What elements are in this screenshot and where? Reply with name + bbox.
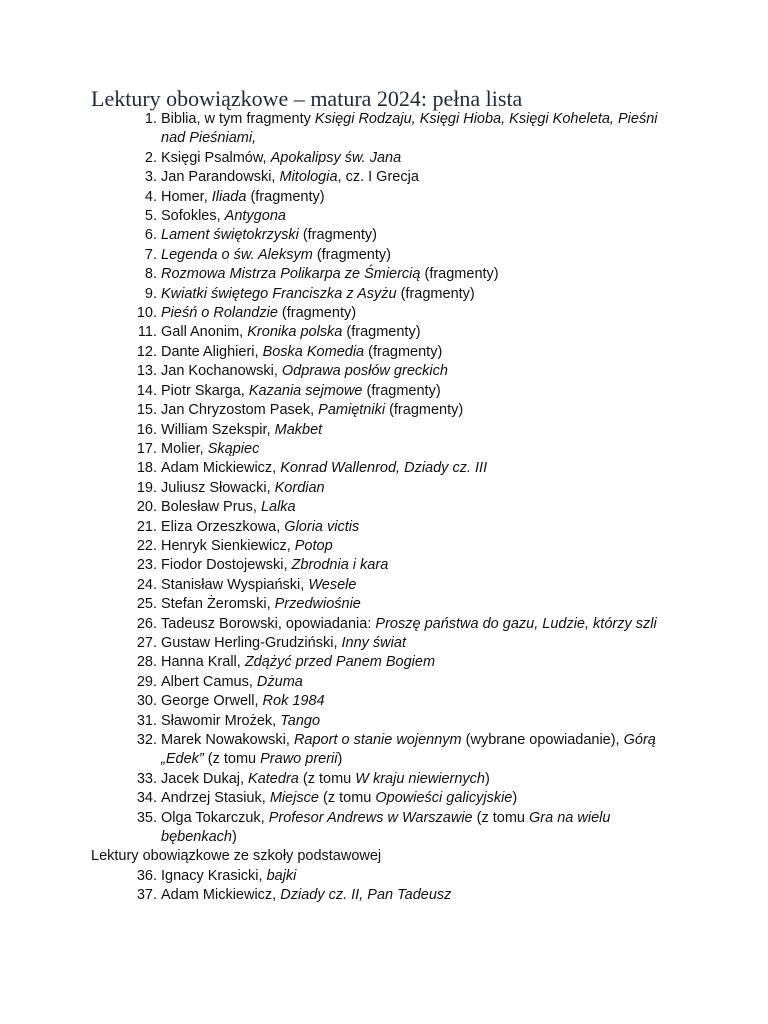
- list-item: [0, 285, 768, 304]
- list-item: [0, 595, 768, 614]
- list-item: [0, 168, 768, 187]
- list-item-number: 36.: [136, 867, 157, 884]
- work-title: W kraju niewiernych: [355, 770, 485, 787]
- work-title: Dziady cz. II, Pan Tadeusz: [280, 887, 452, 904]
- list-item: [0, 556, 768, 575]
- work-title: Inny świat: [341, 634, 406, 651]
- list-item-number: 32.: [136, 732, 157, 748]
- list-item: [0, 770, 768, 789]
- list-item-number: 4.: [144, 188, 157, 205]
- list-item: [0, 789, 768, 808]
- list-item: [0, 343, 768, 362]
- list-item: [0, 188, 768, 207]
- work-title: Prawo prerii: [260, 751, 338, 768]
- list-item: [0, 886, 768, 905]
- list-item-number: 15.: [136, 402, 157, 419]
- list-item-text-part: ): [231, 829, 237, 846]
- list-item-text-part: Andrzej Stasiuk,: [161, 790, 270, 807]
- list-item-number: 29.: [136, 673, 157, 690]
- list-item-text-part: Stefan Żeromski,: [161, 596, 275, 613]
- list-item-number: 25.: [136, 596, 157, 613]
- list-item-number: 11.: [137, 324, 157, 341]
- list-item-text-part: Adam Mickiewicz,: [161, 887, 281, 904]
- list-item-text-part: (z tomu: [318, 790, 376, 807]
- list-item-number: 20.: [136, 499, 157, 516]
- list-item-text-part: Molier,: [161, 440, 208, 457]
- list-item: [0, 712, 768, 731]
- list-item-number: 37.: [136, 887, 157, 904]
- list-item-text: [161, 770, 661, 789]
- list-item-number: 22.: [136, 537, 157, 554]
- list-item-number: 2.: [144, 149, 157, 166]
- list-item-text: [161, 304, 661, 323]
- list-item-text: [161, 207, 661, 226]
- work-title: Kazania sejmowe: [248, 382, 363, 399]
- list-item: [0, 401, 768, 420]
- work-title: Skąpiec: [207, 440, 260, 457]
- list-item-number: 28.: [136, 654, 157, 671]
- list-item-text: [161, 712, 661, 731]
- work-title: Proszę państwa do gazu, Ludzie, którzy szli: [375, 615, 657, 632]
- list-item-text: [161, 362, 661, 381]
- work-title: Księgi Rodzaju, Księgi Hioba, Księgi Koheleta, Pieśni nad Pieśniami,: [161, 111, 658, 147]
- list-item-number: 35.: [136, 809, 157, 826]
- list-item-number: 31.: [136, 712, 157, 729]
- list-item-text-part: (fragmenty): [277, 305, 357, 322]
- list-item-text: [161, 226, 661, 245]
- list-item-text-part: Dante Alighieri,: [161, 343, 263, 360]
- list-item-text-part: Fiodor Dostojewski,: [161, 557, 292, 574]
- work-title: Opowieści galicyjskie: [375, 790, 513, 807]
- work-title: Pamiętniki: [318, 402, 386, 419]
- list-item-text: [161, 595, 661, 614]
- work-title: Apokalipsy św. Jana: [270, 149, 402, 166]
- work-title: Pieśń o Rolandzie: [161, 305, 278, 322]
- list-item-text-part: (fragmenty): [342, 324, 421, 341]
- list-item-text-part: (fragmenty): [385, 402, 464, 419]
- work-title: Makbet: [274, 421, 323, 438]
- list-item-text-part: (fragmenty): [298, 227, 377, 244]
- list-item-text: [161, 323, 661, 342]
- work-title: Antygona: [224, 208, 286, 225]
- work-title: Rok 1984: [262, 693, 325, 710]
- list-item: [0, 479, 768, 498]
- list-item: [0, 498, 768, 517]
- list-item-text-part: Sofokles,: [161, 208, 225, 225]
- list-item-text-part: Homer,: [161, 188, 212, 205]
- list-item: [0, 867, 768, 886]
- list-item-number: 30.: [136, 693, 157, 710]
- list-item: [0, 226, 768, 245]
- list-item: [0, 809, 768, 848]
- list-item-number: 19.: [136, 479, 157, 496]
- list-item-text: [161, 673, 661, 692]
- list-item-text-part: Marek Nowakowski,: [161, 732, 294, 748]
- list-item: [0, 421, 768, 440]
- list-item-text-part: Olga Tokarczuk,: [161, 809, 269, 826]
- list-item: [0, 731, 768, 770]
- list-item-text: [161, 246, 661, 265]
- list-item-text-part: , cz. I Grecja: [337, 169, 419, 186]
- list-item-text: [161, 421, 661, 440]
- list-item-number: 7.: [144, 246, 157, 263]
- work-title: Katedra: [248, 770, 299, 787]
- work-title: bajki: [266, 867, 297, 884]
- list-item-text: [161, 867, 661, 886]
- list-item: [0, 362, 768, 381]
- list-item-text: [161, 789, 661, 808]
- work-title: Iliada: [211, 188, 247, 205]
- list-item-text: [161, 168, 661, 187]
- list-item: [0, 518, 768, 537]
- list-item-text-part: Henryk Sienkiewicz,: [161, 537, 295, 554]
- work-title: Raport o stanie wojennym: [293, 732, 462, 748]
- list-item-text-part: Juliusz Słowacki,: [161, 479, 275, 496]
- list-item-text-part: ): [337, 751, 343, 768]
- list-item-text-part: Tadeusz Borowski, opowiadania:: [161, 615, 376, 632]
- list-item-number: 34.: [136, 790, 157, 807]
- list-item-text-part: ): [512, 790, 518, 807]
- list-item-text-part: (z tomu: [298, 770, 356, 787]
- list-item-text: [161, 537, 661, 556]
- work-title: Tango: [280, 712, 321, 729]
- list-item-number: 6.: [144, 227, 157, 244]
- list-item-text-part: (fragmenty): [364, 343, 443, 360]
- work-title: Kordian: [274, 479, 325, 496]
- list-item-text-part: (fragmenty): [246, 188, 325, 205]
- document-title: Lektury obowiązkowe – matura 2024: pełna lista: [91, 86, 523, 111]
- list-item: [0, 440, 768, 459]
- list-item-text-part: Ignacy Krasicki,: [161, 867, 267, 884]
- list-item-number: 18.: [136, 460, 157, 477]
- list-item-number: 8.: [144, 266, 157, 283]
- work-title: Dżuma: [256, 673, 303, 690]
- work-title: Gloria victis: [284, 518, 360, 535]
- list-item-text-part: George Orwell,: [161, 693, 263, 710]
- list-item: [0, 382, 768, 401]
- list-item-text-part: Adam Mickiewicz,: [161, 460, 281, 477]
- list-item-text-part: Bolesław Prus,: [161, 499, 261, 516]
- list-item: [0, 653, 768, 672]
- list-item-text-part: Sławomir Mrożek,: [161, 712, 281, 729]
- list-item-text: [161, 479, 661, 498]
- list-item-number: 23.: [136, 557, 157, 574]
- list-item-text-part: Jan Chryzostom Pasek,: [161, 402, 319, 419]
- work-title: Mitologia: [279, 169, 338, 186]
- list-item-text: [161, 459, 661, 478]
- list-item-text: [161, 440, 661, 459]
- list-item-text: [161, 692, 661, 711]
- list-item-text-part: Hanna Krall,: [161, 654, 245, 671]
- list-item-text-part: Eliza Orzeszkowa,: [161, 518, 285, 535]
- list-item-number: 24.: [136, 576, 157, 593]
- work-title: Profesor Andrews w Warszawie: [268, 809, 473, 826]
- list-item-text: [161, 518, 661, 537]
- list-item-number: 16.: [136, 421, 157, 438]
- work-title: Zbrodnia i kara: [291, 557, 389, 574]
- list-item: [0, 459, 768, 478]
- section-heading: Lektury obowiązkowe ze szkoły podstawowej: [91, 848, 382, 865]
- list-item-text: [161, 110, 661, 149]
- list-item: [0, 692, 768, 711]
- list-item-text-part: (fragmenty): [396, 285, 475, 302]
- list-item-text: [161, 615, 661, 634]
- list-item-text: [161, 382, 661, 401]
- list-item-text-part: Jan Kochanowski,: [161, 363, 282, 380]
- list-item: [0, 207, 768, 226]
- work-title: Górą „Edek”: [161, 732, 656, 768]
- list-item: [0, 149, 768, 168]
- list-item-text: [161, 285, 661, 304]
- work-title: Lalka: [260, 499, 296, 516]
- work-title: Potop: [294, 537, 333, 554]
- list-item-number: 26.: [136, 615, 157, 632]
- list-item-number: 27.: [136, 634, 157, 651]
- list-item: [0, 634, 768, 653]
- list-item-text-part: (fragmenty): [420, 266, 499, 283]
- list-item-number: 5.: [144, 208, 157, 225]
- list-item-text: [161, 401, 661, 420]
- work-title: Legenda o św. Aleksym: [161, 246, 313, 263]
- list-item: [0, 673, 768, 692]
- list-item-text-part: Gustaw Herling-Grudziński,: [161, 634, 342, 651]
- list-item-number: 1.: [144, 111, 157, 127]
- list-item-text-part: (wybrane opowiadanie),: [461, 732, 624, 748]
- list-item-number: 12.: [136, 343, 157, 360]
- list-item-text: [161, 149, 661, 168]
- list-item-text: [161, 809, 661, 848]
- work-title: Odprawa posłów greckich: [281, 363, 448, 380]
- list-item-number: 33.: [136, 770, 157, 787]
- work-title: Boska Komedia: [262, 343, 365, 360]
- list-item-text-part: Biblia, w tym fragmenty: [161, 111, 315, 127]
- list-item: [0, 537, 768, 556]
- list-item-text: [161, 886, 661, 905]
- list-item-text-part: Księgi Psalmów,: [161, 149, 271, 166]
- list-item-text: [161, 265, 661, 284]
- list-item-text-part: (z tomu: [472, 809, 530, 826]
- work-title: Wesele: [308, 576, 357, 593]
- list-item-text-part: Jacek Dukaj,: [161, 770, 249, 787]
- list-item-text: [161, 634, 661, 653]
- list-item-text: [161, 556, 661, 575]
- list-item-text-part: ): [485, 770, 490, 787]
- reading-list: [0, 110, 768, 906]
- list-item: [0, 265, 768, 284]
- list-item-number: 3.: [144, 169, 157, 186]
- list-item-text: [161, 731, 661, 770]
- list-item-text-part: Gall Anonim,: [161, 324, 248, 341]
- work-title: Przedwiośnie: [274, 596, 361, 613]
- work-title: Gra na wielu bębenkach: [161, 809, 611, 846]
- list-item-text: [161, 576, 661, 595]
- list-item-number: 14.: [136, 382, 157, 399]
- list-item-number: 13.: [136, 363, 157, 380]
- list-item-text: [161, 188, 661, 207]
- list-item-text-part: (fragmenty): [312, 246, 391, 263]
- work-title: Rozmowa Mistrza Polikarpa ze Śmiercią: [161, 266, 421, 283]
- list-item: [0, 246, 768, 265]
- list-item-text-part: Piotr Skarga,: [161, 382, 249, 399]
- list-item-text-part: (fragmenty): [362, 382, 441, 399]
- list-item: [0, 304, 768, 323]
- work-title: Kwiatki świętego Franciszka z Asyżu: [161, 285, 397, 302]
- list-item-text-part: Albert Camus,: [161, 673, 257, 690]
- list-item-text-part: Jan Parandowski,: [161, 169, 280, 186]
- list-item: [0, 323, 768, 342]
- list-item-text-part: (z tomu: [203, 751, 261, 768]
- work-title: Miejsce: [269, 790, 319, 807]
- list-item-text: [161, 343, 661, 362]
- list-item-number: 9.: [144, 285, 157, 302]
- work-title: Lament świętokrzyski: [161, 227, 299, 244]
- list-item-number: 21.: [136, 518, 157, 535]
- list-item-text: [161, 653, 661, 672]
- list-item: [0, 576, 768, 595]
- work-title: Kronika polska: [247, 324, 343, 341]
- list-item-number: 10.: [136, 305, 157, 322]
- list-item: [0, 110, 768, 149]
- list-item-text-part: Stanisław Wyspiański,: [161, 576, 309, 593]
- list-item-text-part: William Szekspir,: [161, 421, 275, 438]
- work-title: Konrad Wallenrod, Dziady cz. III: [280, 460, 488, 477]
- list-item: [0, 615, 768, 634]
- list-item-text: [161, 498, 661, 517]
- work-title: Zdążyć przed Panem Bogiem: [244, 654, 436, 671]
- list-item-number: 17.: [136, 440, 157, 457]
